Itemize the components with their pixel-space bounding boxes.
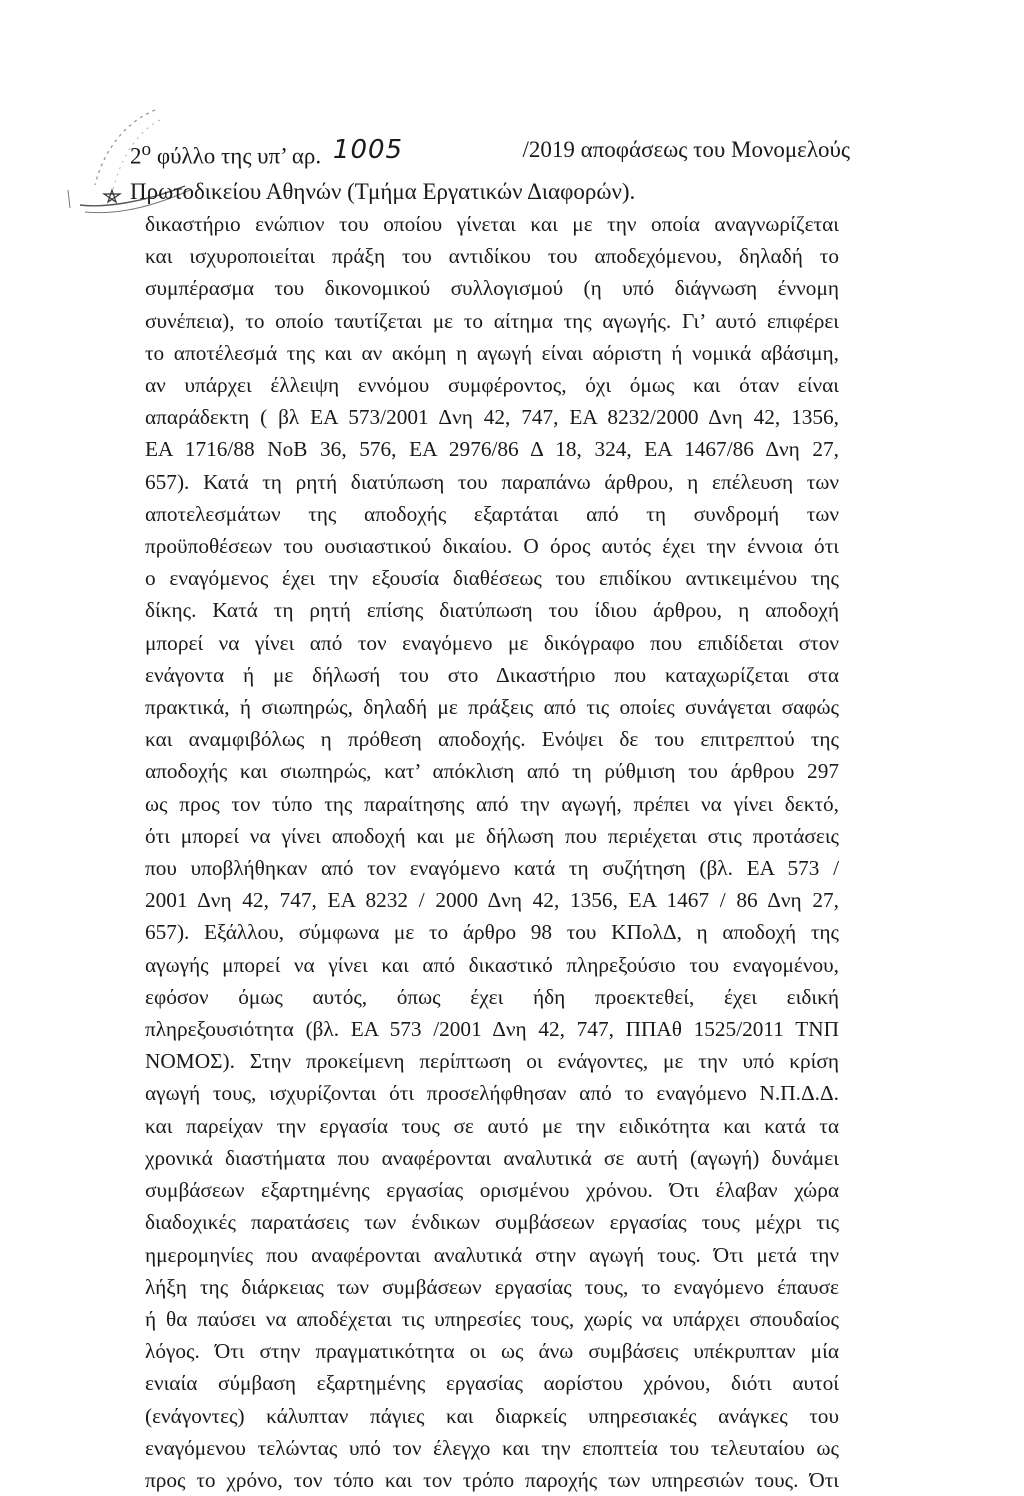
header-line-sheet [130, 132, 850, 174]
decision-year-text: /2019 αποφάσεως του Μονομελούς [522, 137, 850, 162]
body-line: μπορεί να γίνει από τον εναγόμενο με δικόγραφο που επιδίδεται στον [145, 630, 839, 655]
body-line: και ισχυροποιείται πράξη του αντιδίκου του αποδεχόμενου, δηλαδή το [145, 244, 839, 269]
body-line: ότι μπορεί να γίνει αποδοχή και με δήλωση που περιέχεται στις προτάσεις [145, 823, 839, 848]
body-line: ΝΟΜΟΣ). Στην προκείμενη περίπτωση οι ενάγοντες, με την υπό κρίση [145, 1049, 839, 1074]
body-line: (ενάγοντες) κάλυπταν πάγιες και διαρκείς υπηρεσιακές ανάγκες του [145, 1403, 839, 1428]
body-line: λήξη της διάρκειας των συμβάσεων εργασίας τους, το εναγόμενο έπαυσε [145, 1274, 839, 1299]
body-line: δικαστήριο ενώπιον του οποίου γίνεται και με την οποία αναγνωρίζεται [145, 212, 839, 236]
body-line: εναγόμενου τελώντας υπό τον έλεγχο και την εποπτεία του τελευταίου ως [145, 1435, 839, 1460]
body-line: ημερομηνίες που αναφέρονται αναλυτικά στην αγωγή τους. Ότι μετά την [145, 1242, 839, 1267]
body-line: δίκης. Κατά τη ρητή επίσης διατύπωση του ίδιου άρθρου, η αποδοχή [145, 598, 839, 623]
body-line: πρακτικά, ή σιωπηρώς, δηλαδή με πράξεις από τις οποίες συνάγεται σαφώς [145, 695, 839, 720]
body-line: προς το χρόνο, τον τόπο και τον τρόπο παροχής των υπηρεσιών τους. Ότι [145, 1467, 839, 1492]
body-line: πληρεξουσιότητα (βλ. ΕΑ 573 /2001 Δνη 42, 747, ΠΠΑθ 1525/2011 ΤΝΠ [145, 1017, 839, 1042]
sheet-number: 2 [130, 143, 142, 169]
body-line: συνέπεια), το οποίο ταυτίζεται με το αίτημα της αγωγής. Γι’ αυτό επιφέρει [145, 308, 839, 333]
body-line: αγωγής μπορεί να γίνει και από δικαστικό πληρεξούσιο του εναγομένου, [145, 952, 839, 977]
body-line: αν υπάρχει έλλειψη εννόμου συμφέροντος, όχι όμως και όταν είναι [145, 373, 839, 398]
body-line: και αναμφιβόλως η πρόθεση αποδοχής. Ενόψει δε του επιτρεπτού της [145, 727, 839, 752]
body-line: προϋποθέσεων του ουσιαστικού δικαίου. Ο όρος αυτός έχει την έννοια ότι [145, 534, 839, 559]
body-line: ΕΑ 1716/88 ΝοΒ 36, 576, ΕΑ 2976/86 Δ 18, 324, ΕΑ 1467/86 Δνη 27, [145, 437, 839, 462]
body-line: 657). Εξάλλου, σύμφωνα με το άρθρο 98 του ΚΠολΔ, η αποδοχή της [145, 920, 839, 945]
body-line: ενάγοντα ή με δήλωσή του στο Δικαστήριο που καταχωρίζεται στα [145, 662, 839, 687]
body-line: διαδοχικές παρατάσεις των ένδικων συμβάσεων εργασίας τους μέχρι τις [145, 1210, 839, 1235]
sheet-reference [130, 132, 409, 174]
body-line: ως προς τον τύπο της παραίτησης από την αγωγή, πρέπει να γίνει δεκτό, [145, 791, 839, 816]
document-body [145, 208, 839, 1496]
document-header [130, 132, 860, 209]
body-line: που υποβλήθηκαν από τον εναγόμενο κατά τη συζήτηση (βλ. ΕΑ 573 / [145, 856, 839, 881]
body-line: εφόσον όμως αυτός, όπως έχει ήδη προεκτεθεί, έχει ειδική [145, 984, 839, 1009]
handwritten-decision-number: 1005 [332, 134, 404, 165]
sheet-text: φύλλο της υπ’ αρ. [156, 143, 322, 169]
body-line: και παρείχαν την εργασία τους σε αυτό με την ειδικότητα και κατά τα [145, 1113, 839, 1138]
body-line: αποτελεσμάτων της αποδοχής εξαρτάται από τη συνδρομή των [145, 501, 839, 526]
body-line: ή θα παύσει να αποδέχεται τις υπηρεσίες τους, χωρίς να υπάρχει σπουδαίος [145, 1306, 839, 1331]
body-line: αποδοχής και σιωπηρώς, κατ’ απόκλιση από τη ρύθμιση του άρθρου 297 [145, 759, 839, 784]
court-name-line: Πρωτοδικείου Αθηνών (Τμήμα Εργατικών Διαφορών). [130, 178, 636, 204]
body-line: το αποτέλεσμά της και αν ακόμη η αγωγή είναι αόριστη ή νομικά αβάσιμη, [145, 340, 839, 365]
body-line: ενιαία σύμβαση εξαρτημένης εργασίας αορίστου χρόνου, διότι αυτοί [145, 1371, 839, 1396]
body-line: απαράδεκτη ( βλ ΕΑ 573/2001 Δνη 42, 747, ΕΑ 8232/2000 Δνη 42, 1356, [145, 405, 839, 430]
body-line: συμβάσεων εξαρτημένης εργασίας ορισμένου χρόνου. Ότι έλαβαν χώρα [145, 1178, 839, 1203]
body-line: ο εναγόμενος έχει την εξουσία διαθέσεως του επιδίκου αντικειμένου της [145, 566, 839, 591]
body-line: 2001 Δνη 42, 747, ΕΑ 8232 / 2000 Δνη 42, 1356, ΕΑ 1467 / 86 Δνη 27, [145, 888, 839, 913]
body-line: 657). Κατά τη ρητή διατύπωση του παραπάνω άρθρου, η επέλευση των [145, 469, 839, 494]
body-line: συμπέρασμα του δικονομικού συλλογισμού (η υπό διάγνωση έννομη [145, 276, 839, 301]
body-line: αγωγή τους, ισχυρίζονται ότι προσελήφθησαν από το εναγόμενο Ν.Π.Δ.Δ. [145, 1081, 839, 1106]
body-line: λόγος. Ότι στην πραγματικότητα οι ως άνω συμβάσεις υπέκρυπταν μία [145, 1339, 839, 1364]
body-line: χρονικά διαστήματα που αναφέρονται αναλυτικά σε αυτή (αγωγή) δυνάμει [145, 1145, 839, 1170]
sheet-ordinal: ο [141, 139, 152, 160]
